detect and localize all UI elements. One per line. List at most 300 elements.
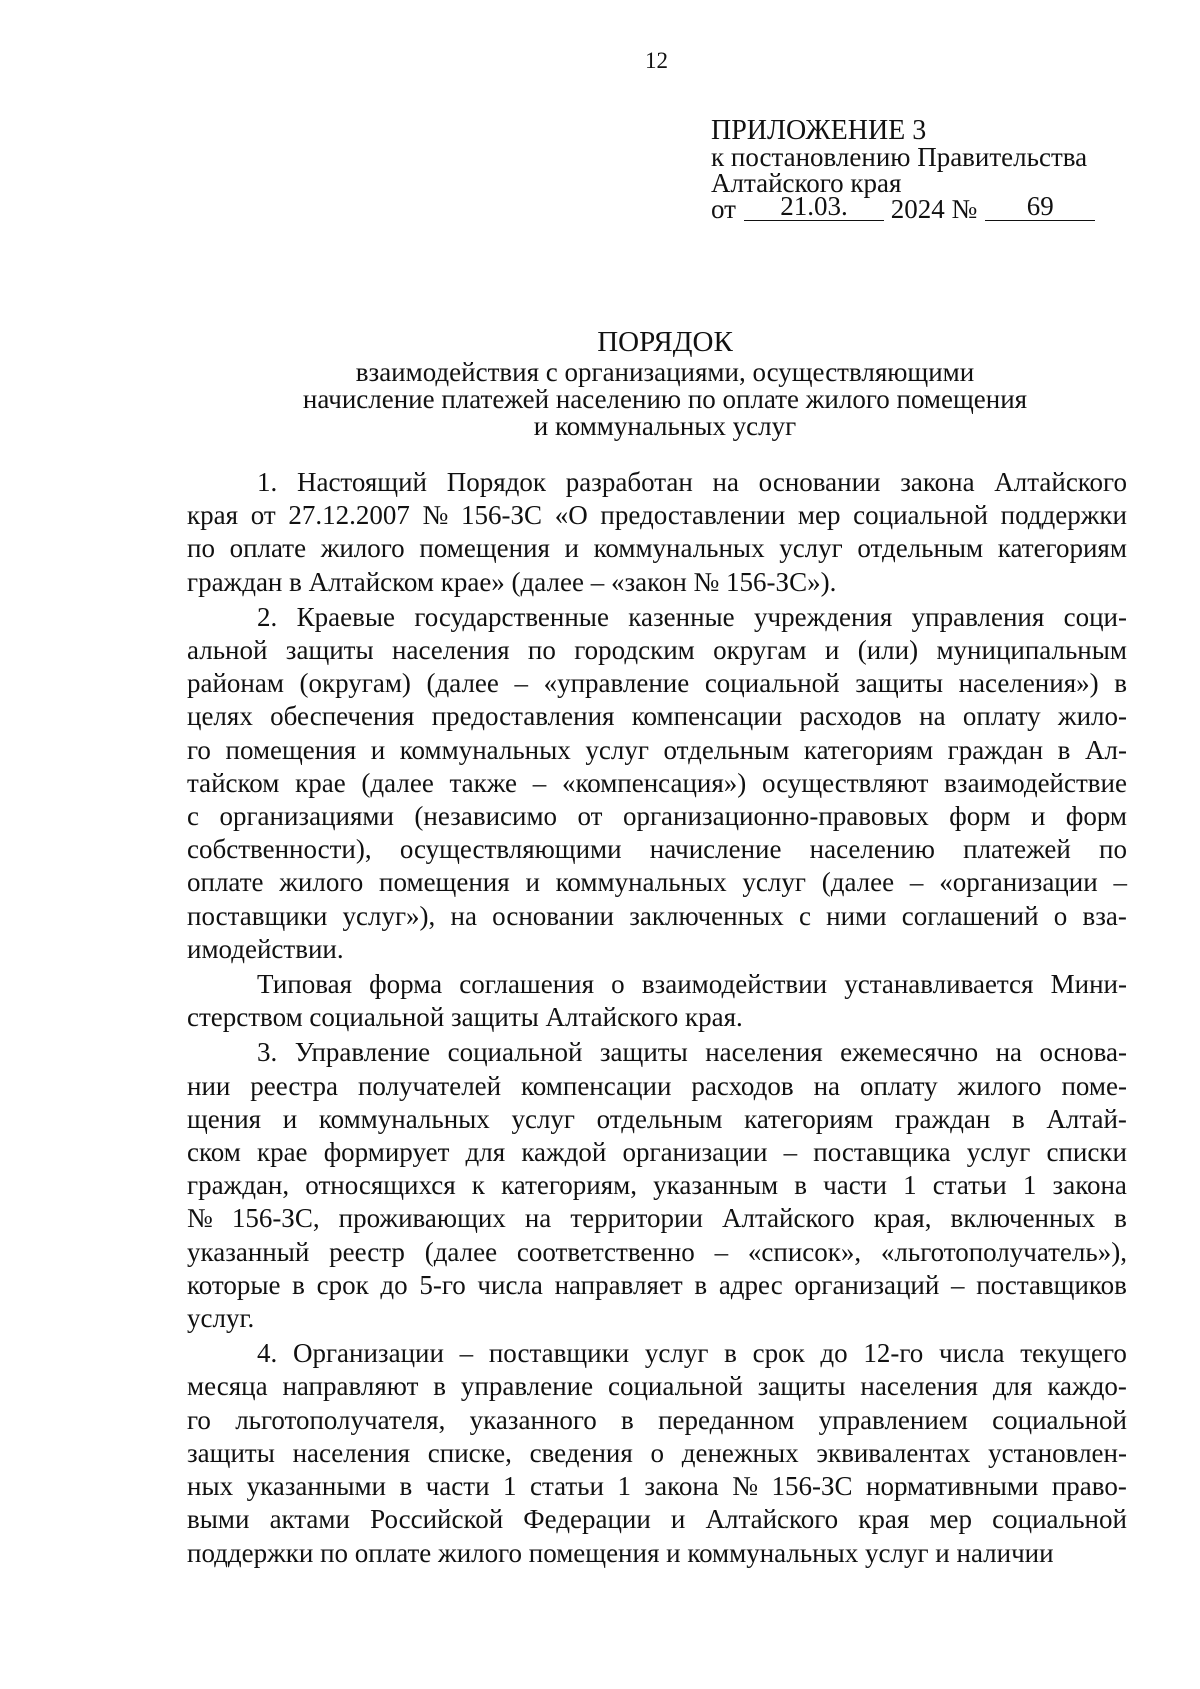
word: основании bbox=[758, 467, 881, 497]
word: и bbox=[1030, 801, 1046, 832]
word: на bbox=[995, 1037, 1023, 1068]
word: организациями bbox=[219, 801, 394, 832]
word: и bbox=[670, 1504, 686, 1535]
appendix-title: ПРИЛОЖЕНИЕ 3 bbox=[711, 115, 927, 146]
word: коммунальных bbox=[555, 867, 727, 898]
word: защиты bbox=[855, 668, 944, 699]
document-body bbox=[187, 466, 1127, 1570]
word: форм bbox=[949, 801, 1011, 832]
word: 156-ЗС bbox=[461, 500, 543, 531]
word: предоставлении bbox=[600, 500, 786, 531]
word: защиты bbox=[187, 1437, 275, 1468]
word: о bbox=[650, 1437, 665, 1468]
word: коммунальных bbox=[593, 533, 765, 564]
word: в bbox=[399, 1471, 413, 1502]
word: населению bbox=[809, 834, 935, 865]
word: указанный bbox=[187, 1236, 310, 1267]
word: Настоящий bbox=[296, 467, 427, 497]
word: (далее bbox=[426, 668, 499, 699]
paragraph-line bbox=[187, 1337, 1127, 1370]
paragraph-line bbox=[187, 1136, 1127, 1169]
word: компенсации bbox=[521, 1070, 672, 1101]
word: по bbox=[187, 533, 215, 564]
word: категориям bbox=[744, 1103, 874, 1134]
word: в bbox=[1114, 668, 1127, 699]
word: части bbox=[425, 1471, 490, 1502]
word: на bbox=[450, 900, 477, 931]
word: сведения bbox=[529, 1437, 633, 1468]
word: «организации bbox=[939, 867, 1098, 898]
word: помещения bbox=[379, 867, 510, 898]
word: населения bbox=[860, 1371, 978, 1402]
word: го bbox=[187, 1404, 211, 1435]
word: срок bbox=[752, 1338, 805, 1369]
word: № bbox=[187, 1203, 213, 1234]
word: 156-ЗС bbox=[771, 1471, 853, 1502]
word: – bbox=[783, 1137, 798, 1168]
heading-line-2: начисление платежей населению по оплате жилого помещения bbox=[302, 384, 1028, 414]
paragraph bbox=[187, 601, 1127, 966]
word: (или) bbox=[857, 635, 919, 666]
word: (далее bbox=[361, 767, 434, 798]
word: Алтайского bbox=[994, 467, 1127, 497]
word: включенных bbox=[950, 1203, 1096, 1234]
word: управлением bbox=[818, 1404, 968, 1435]
word: оплату bbox=[962, 701, 1041, 732]
word: социальной bbox=[704, 668, 840, 699]
appendix-region-line: Алтайского края bbox=[711, 168, 902, 198]
word: указанными bbox=[246, 1471, 386, 1502]
paragraph-line: стерством социальной защиты Алтайского края. bbox=[187, 1002, 743, 1033]
word: компенсации bbox=[631, 701, 783, 732]
word: оплату bbox=[859, 1070, 938, 1101]
word: социальной bbox=[447, 1037, 583, 1068]
word: платежей bbox=[963, 834, 1071, 865]
date-prefix: от bbox=[711, 194, 736, 224]
word: которые bbox=[187, 1269, 281, 1300]
word: Ал- bbox=[1085, 734, 1127, 765]
word: относящихся bbox=[305, 1170, 456, 1201]
word: направляют bbox=[282, 1371, 419, 1402]
paragraph bbox=[187, 1036, 1127, 1335]
word: 4. bbox=[257, 1338, 278, 1369]
word: для bbox=[465, 1137, 506, 1168]
word: основании bbox=[492, 900, 614, 931]
word: населения bbox=[292, 1437, 411, 1468]
word: категориям bbox=[803, 734, 934, 765]
word: казенные bbox=[628, 601, 735, 632]
paragraph-line bbox=[187, 1503, 1127, 1536]
word: организационно-правовых bbox=[622, 801, 929, 832]
word: услуг bbox=[511, 1103, 576, 1134]
heading-line-3: и коммунальных услуг bbox=[533, 411, 797, 441]
word: переданном bbox=[658, 1404, 795, 1435]
word: и bbox=[824, 635, 840, 666]
word: услуг bbox=[966, 1137, 1031, 1168]
word: городским bbox=[574, 635, 695, 666]
word: 1 bbox=[617, 1471, 631, 1502]
word: «список», bbox=[747, 1236, 862, 1267]
date-field bbox=[744, 191, 884, 221]
word: 2. bbox=[257, 601, 278, 632]
word: нормативными bbox=[866, 1471, 1039, 1502]
word: округам bbox=[713, 635, 807, 666]
heading-line-1: взаимодействия с организациями, осуществляющими bbox=[355, 357, 975, 387]
word: защиты bbox=[599, 1037, 688, 1068]
word: каждой bbox=[521, 1137, 607, 1168]
paragraph-line bbox=[187, 1236, 1127, 1269]
word: жилого bbox=[320, 533, 405, 564]
word: в bbox=[1057, 734, 1071, 765]
word: Российской bbox=[370, 1504, 504, 1535]
word: установлен- bbox=[988, 1437, 1127, 1468]
appendix-block bbox=[711, 115, 1141, 224]
word: «льготополучатель»), bbox=[880, 1236, 1127, 1267]
word: о bbox=[1053, 900, 1068, 931]
word: числа bbox=[939, 1338, 1005, 1369]
word: в bbox=[794, 1170, 807, 1201]
word: оплате bbox=[187, 867, 264, 898]
word: коммунальных bbox=[318, 1103, 490, 1134]
word: и bbox=[282, 1103, 298, 1134]
word: до bbox=[820, 1338, 848, 1369]
word: края, bbox=[873, 1203, 932, 1234]
word: льготополучателя, bbox=[235, 1404, 446, 1435]
paragraph-line bbox=[187, 900, 1127, 933]
word: – bbox=[714, 1236, 729, 1267]
word: поставщики bbox=[488, 1338, 630, 1369]
word: взаимодействие bbox=[944, 767, 1127, 798]
word: организации bbox=[622, 1137, 768, 1168]
word: тайском bbox=[187, 767, 280, 798]
word: в bbox=[1011, 1103, 1025, 1134]
word: социальной bbox=[607, 1371, 743, 1402]
word: коммунальных bbox=[399, 734, 571, 765]
word: закона bbox=[1052, 1170, 1127, 1201]
word: в bbox=[621, 1404, 634, 1435]
word: 1 bbox=[1022, 1170, 1037, 1201]
word: ском bbox=[187, 1137, 241, 1168]
word: ними bbox=[826, 900, 887, 931]
word: разработан bbox=[565, 467, 693, 497]
word: 5-го bbox=[419, 1269, 466, 1300]
word: мер bbox=[797, 500, 841, 531]
word: до bbox=[380, 1269, 408, 1300]
word: по bbox=[527, 635, 556, 666]
word: актами bbox=[269, 1504, 350, 1535]
paragraph-line bbox=[187, 466, 1127, 499]
word: ежемесячно bbox=[840, 1037, 979, 1068]
word: осуществляют bbox=[762, 767, 929, 798]
word: на bbox=[524, 1203, 552, 1234]
word: 1 bbox=[503, 1471, 517, 1502]
word: закона bbox=[900, 467, 975, 497]
word: «О bbox=[554, 500, 588, 531]
paragraph-line bbox=[187, 1470, 1127, 1503]
word: ных bbox=[187, 1471, 234, 1502]
word: помещения bbox=[225, 734, 357, 765]
word: направляет bbox=[554, 1269, 683, 1300]
word: Алтайского bbox=[705, 1504, 839, 1535]
word: о bbox=[611, 969, 625, 1000]
word: 156-ЗС, bbox=[231, 1203, 320, 1234]
word: взаимодействии bbox=[641, 969, 828, 1000]
word: населения bbox=[392, 635, 510, 666]
word: граждан bbox=[894, 1103, 991, 1134]
number-value: 69 bbox=[1026, 191, 1054, 221]
paragraph-line bbox=[187, 1202, 1127, 1235]
word: государственные bbox=[414, 601, 609, 632]
word: территории bbox=[570, 1203, 703, 1234]
word: в bbox=[433, 1371, 447, 1402]
word: проживающих bbox=[338, 1203, 506, 1234]
word: Алтайского bbox=[721, 1203, 855, 1234]
word: организаций bbox=[794, 1269, 940, 1300]
paragraph-line bbox=[187, 833, 1127, 866]
paragraph-line bbox=[187, 1404, 1127, 1437]
word: учреждения bbox=[754, 601, 893, 632]
word: отдельным bbox=[596, 1103, 723, 1134]
word: осуществляющими bbox=[399, 834, 622, 865]
word: услуг»), bbox=[342, 900, 436, 931]
word: и bbox=[525, 867, 540, 898]
word: в bbox=[292, 1269, 305, 1300]
word: Типовая bbox=[257, 969, 353, 1000]
word: денежных bbox=[681, 1437, 799, 1468]
paragraph-line bbox=[187, 1269, 1127, 1302]
word: целях bbox=[187, 701, 253, 732]
paragraph-line: граждан в Алтайском крае» (далее – «закон № 156-ЗС»). bbox=[187, 566, 837, 597]
word: социальной bbox=[992, 1404, 1127, 1435]
word: соглашений bbox=[901, 900, 1039, 931]
word: по bbox=[1099, 834, 1127, 865]
paragraph-line bbox=[187, 532, 1127, 565]
word: формирует bbox=[323, 1137, 450, 1168]
paragraph-line bbox=[187, 968, 1127, 1001]
word: с bbox=[798, 900, 811, 931]
word: управления bbox=[911, 601, 1045, 632]
appendix-date-line bbox=[711, 191, 1141, 224]
word: и bbox=[564, 533, 579, 564]
word: расходов bbox=[799, 701, 902, 732]
word: каждо- bbox=[1047, 1371, 1127, 1402]
word: категориям bbox=[997, 533, 1127, 564]
word: закона bbox=[644, 1471, 719, 1502]
word: го bbox=[187, 734, 211, 765]
word: части bbox=[823, 1170, 887, 1201]
word: основа- bbox=[1039, 1037, 1127, 1068]
word: 3. bbox=[257, 1037, 278, 1068]
word: поставщика bbox=[813, 1137, 951, 1168]
word: – bbox=[909, 867, 924, 898]
word: поддержки bbox=[1000, 500, 1127, 531]
word: помещения bbox=[419, 533, 550, 564]
paragraph-line bbox=[187, 499, 1127, 532]
word: статьи bbox=[932, 1170, 1007, 1201]
word: от bbox=[577, 801, 603, 832]
paragraph-line: имодействии. bbox=[187, 933, 344, 964]
word: адрес bbox=[718, 1269, 783, 1300]
word: социальной bbox=[853, 500, 988, 531]
word: нии bbox=[187, 1070, 231, 1101]
word: Мини- bbox=[1050, 969, 1127, 1000]
word: в bbox=[724, 1338, 737, 1369]
word: право- bbox=[1051, 1471, 1127, 1502]
word: на bbox=[813, 1070, 841, 1101]
word: крае bbox=[295, 767, 346, 798]
year-number-label: 2024 № bbox=[890, 194, 978, 224]
word: граждан, bbox=[187, 1170, 290, 1201]
paragraph bbox=[187, 1337, 1127, 1569]
paragraph bbox=[187, 466, 1127, 599]
word: категориям, bbox=[501, 1170, 637, 1201]
paragraph-line bbox=[187, 767, 1127, 800]
word: вза- bbox=[1082, 900, 1127, 931]
word: на bbox=[712, 467, 739, 497]
word: № bbox=[732, 1471, 759, 1502]
word: эквивалентах bbox=[816, 1437, 971, 1468]
word: обеспечения bbox=[270, 701, 415, 732]
page-number: 12 bbox=[645, 48, 668, 73]
word: выми bbox=[187, 1504, 250, 1535]
document-title: ПОРЯДОК bbox=[597, 326, 733, 358]
paragraph-line bbox=[187, 700, 1127, 733]
paragraph-line bbox=[187, 601, 1127, 634]
word: Порядок bbox=[446, 467, 546, 497]
word: соци- bbox=[1063, 601, 1127, 632]
word: отдельным bbox=[857, 533, 984, 564]
word: щения bbox=[187, 1103, 262, 1134]
word: Алтай- bbox=[1046, 1103, 1127, 1134]
word: услуг bbox=[585, 734, 649, 765]
paragraph-line bbox=[187, 1370, 1127, 1403]
word: реестра bbox=[250, 1070, 339, 1101]
word: к bbox=[471, 1170, 485, 1201]
word: альной bbox=[187, 635, 268, 666]
word: для bbox=[992, 1371, 1033, 1402]
word: поставщиков bbox=[976, 1269, 1127, 1300]
paragraph-line: услуг. bbox=[187, 1303, 255, 1334]
word: Управление bbox=[294, 1037, 431, 1068]
word: 27.12.2007 bbox=[288, 500, 410, 531]
word: 1. bbox=[257, 467, 278, 497]
word: расходов bbox=[691, 1070, 794, 1101]
word: крае bbox=[256, 1137, 308, 1168]
paragraph-line bbox=[187, 1036, 1127, 1069]
word: 1 bbox=[903, 1170, 917, 1201]
word: списки bbox=[1046, 1137, 1127, 1168]
word: жило- bbox=[1057, 701, 1127, 732]
word: районам bbox=[187, 668, 284, 699]
word: форм bbox=[1065, 801, 1127, 832]
word: – bbox=[951, 1269, 965, 1300]
word: с bbox=[187, 801, 199, 832]
paragraph-line bbox=[187, 1437, 1127, 1470]
word: защиты bbox=[285, 635, 374, 666]
word: (далее bbox=[424, 1236, 498, 1267]
word: форма bbox=[369, 969, 443, 1000]
word: от bbox=[250, 500, 276, 531]
word: в bbox=[1114, 1203, 1127, 1234]
word: заключенных bbox=[629, 900, 784, 931]
word: (далее bbox=[821, 867, 895, 898]
word: услуг bbox=[644, 1338, 709, 1369]
word: реестр bbox=[329, 1236, 405, 1267]
paragraph-line bbox=[187, 800, 1127, 833]
paragraph-line bbox=[187, 1169, 1127, 1202]
word: Организации bbox=[292, 1338, 444, 1369]
word: (округам) bbox=[299, 668, 411, 699]
word: мер bbox=[929, 1504, 973, 1535]
word: числа bbox=[477, 1269, 543, 1300]
word: – bbox=[459, 1338, 474, 1369]
word: края bbox=[858, 1504, 910, 1535]
word: собственности), bbox=[187, 834, 372, 865]
paragraph-line bbox=[187, 1070, 1127, 1103]
word: соглашения bbox=[459, 969, 595, 1000]
paragraph-line bbox=[187, 734, 1127, 767]
paragraph bbox=[187, 968, 1127, 1034]
word: в bbox=[694, 1269, 708, 1300]
word: и bbox=[370, 734, 386, 765]
word: защиты bbox=[757, 1371, 846, 1402]
word: отдельным bbox=[663, 734, 790, 765]
word: населения») bbox=[958, 668, 1099, 699]
document-heading bbox=[185, 326, 1145, 441]
word: услуг bbox=[742, 867, 806, 898]
word: предоставления bbox=[431, 701, 615, 732]
word: населения bbox=[705, 1037, 823, 1068]
word: социальной bbox=[992, 1504, 1127, 1535]
word: Краевые bbox=[296, 601, 395, 632]
word: жилого bbox=[279, 867, 364, 898]
word: жилого bbox=[957, 1070, 1042, 1101]
date-value: 21.03. bbox=[780, 191, 848, 221]
word: соответственно bbox=[516, 1236, 695, 1267]
word: «компенсация») bbox=[561, 767, 747, 798]
word: списке, bbox=[427, 1437, 512, 1468]
word: – bbox=[1113, 867, 1127, 898]
word: 12-го bbox=[863, 1338, 924, 1369]
word: поставщики bbox=[187, 900, 328, 931]
paragraph-line bbox=[187, 667, 1127, 700]
word: граждан bbox=[947, 734, 1044, 765]
word: также bbox=[449, 767, 518, 798]
word: управление bbox=[460, 1371, 594, 1402]
word: поме- bbox=[1061, 1070, 1127, 1101]
word: начисление bbox=[649, 834, 782, 865]
paragraph-line bbox=[187, 866, 1127, 899]
word: текущего bbox=[1020, 1338, 1127, 1369]
paragraph-line bbox=[187, 1103, 1127, 1136]
word: – bbox=[532, 767, 547, 798]
word: указанного bbox=[469, 1404, 597, 1435]
appendix-resolution-line: к постановлению Правительства bbox=[711, 142, 1088, 172]
paragraph-line bbox=[187, 634, 1127, 667]
word: «управление bbox=[543, 668, 690, 699]
word: месяца bbox=[187, 1371, 268, 1402]
paragraph-line: поддержки по оплате жилого помещения и коммунальных услуг и наличии bbox=[187, 1537, 1054, 1568]
word: № bbox=[422, 500, 449, 531]
word: срок bbox=[316, 1269, 369, 1300]
word: получателей bbox=[357, 1070, 502, 1101]
word: (независимо bbox=[414, 801, 558, 832]
word: оплате bbox=[229, 533, 307, 564]
word: края bbox=[187, 500, 239, 531]
word: указанным bbox=[653, 1170, 779, 1201]
word: Федерации bbox=[523, 1504, 651, 1535]
word: на bbox=[919, 701, 946, 732]
